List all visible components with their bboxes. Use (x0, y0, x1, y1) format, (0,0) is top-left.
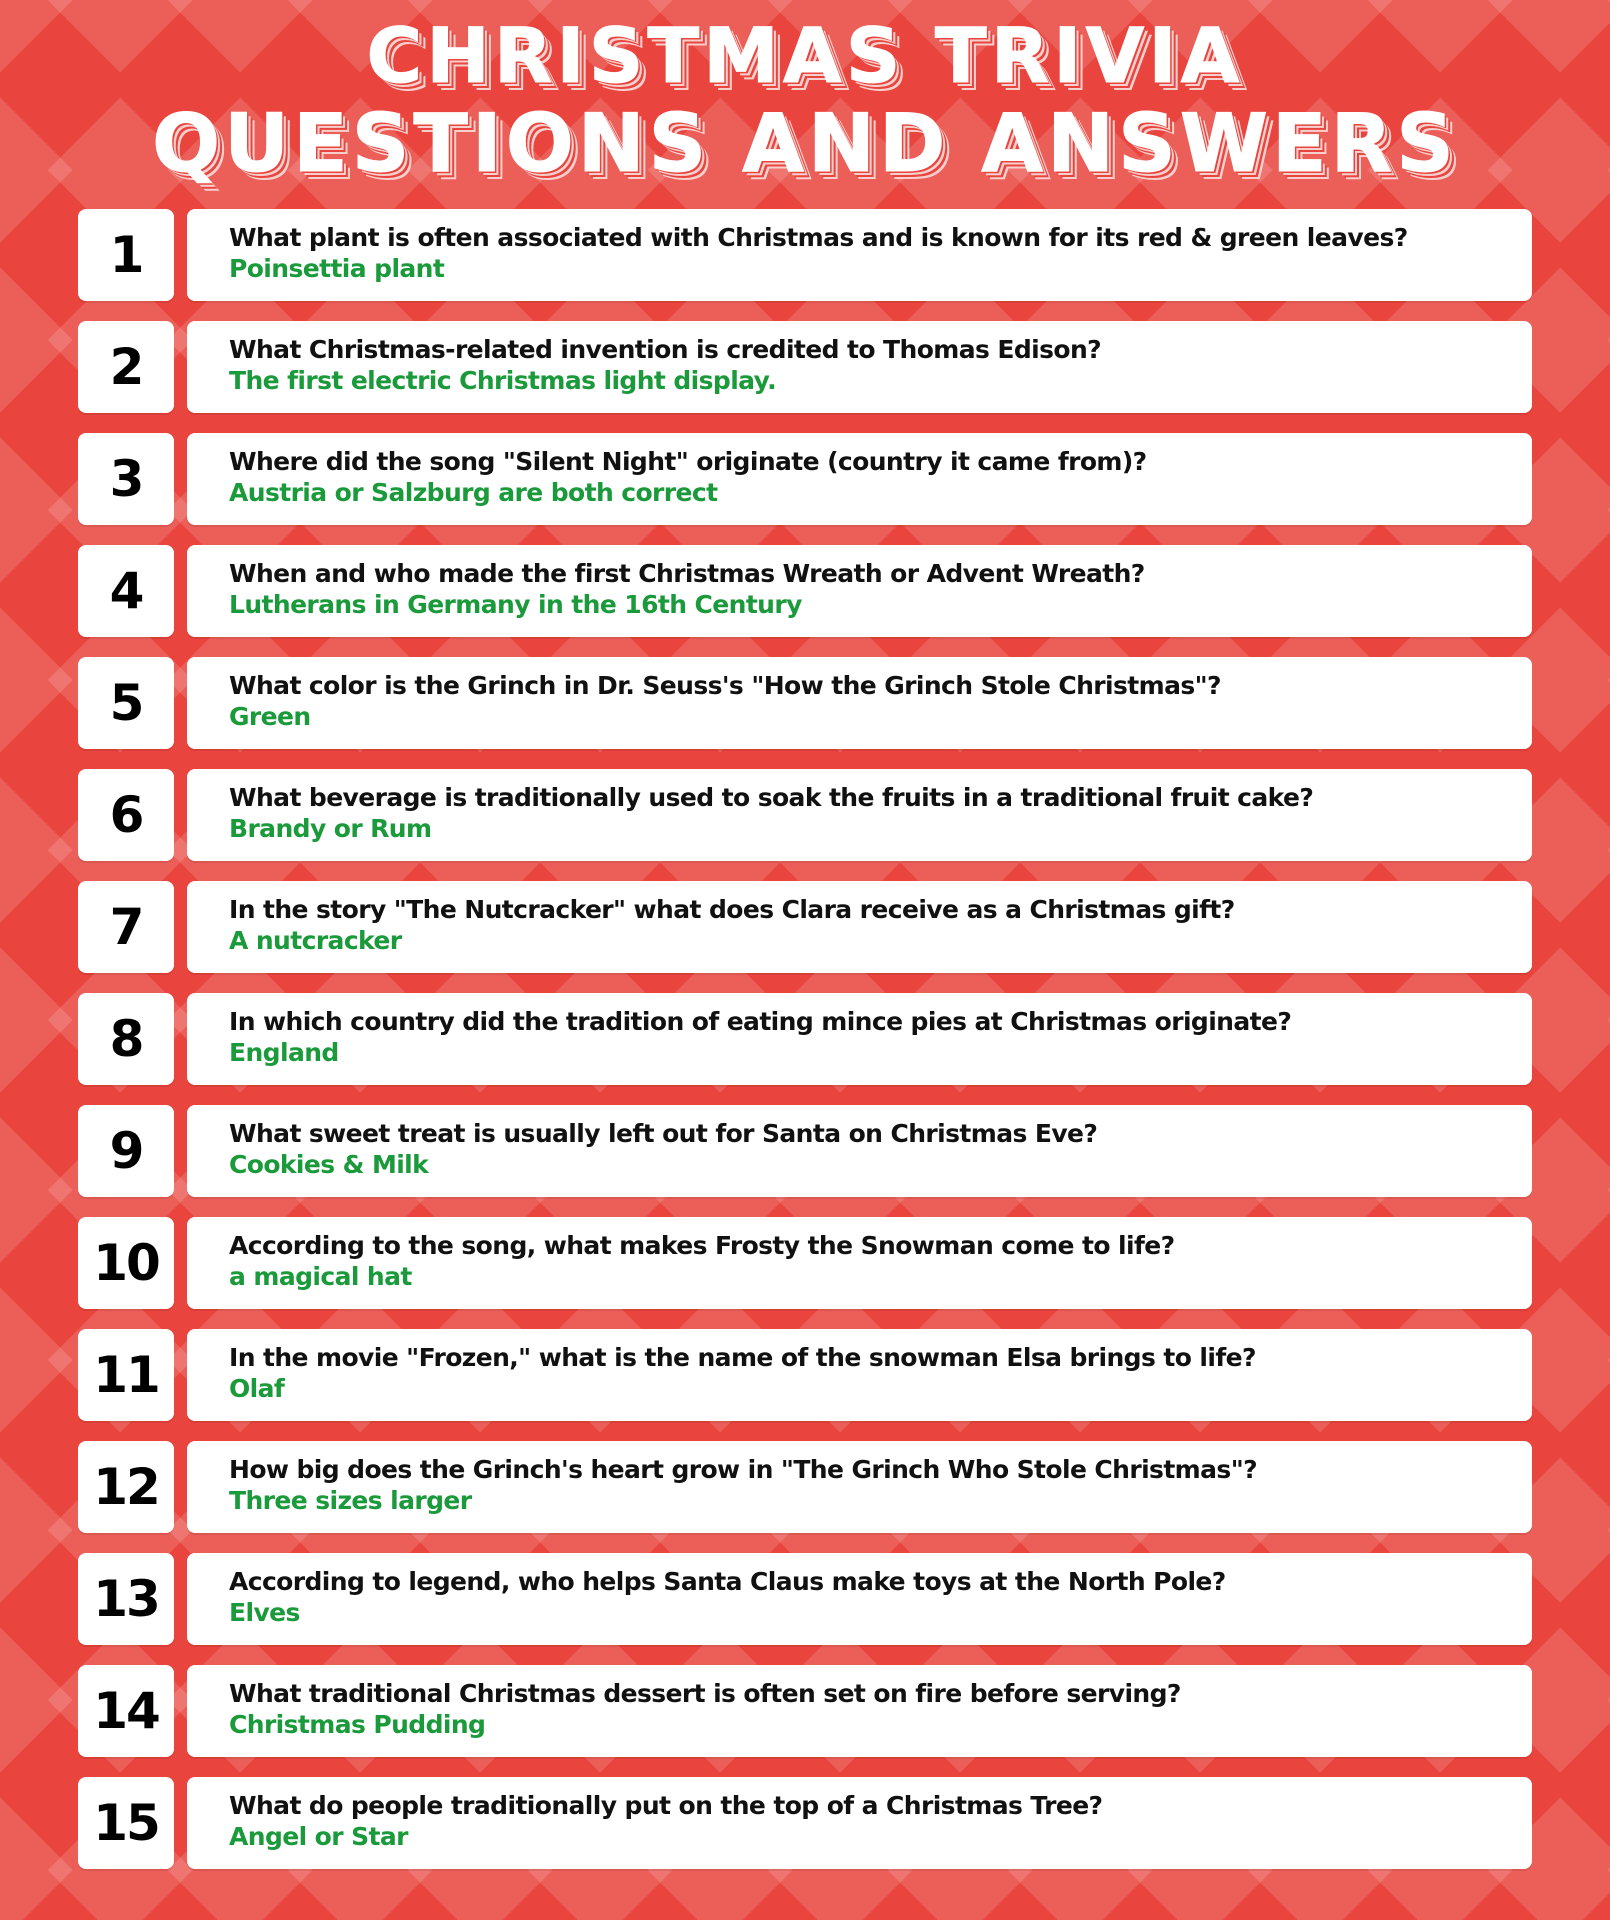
qa-card (187, 1553, 1532, 1645)
item-number: 2 (109, 338, 143, 396)
question-text: What traditional Christmas dessert is often set on fire before serving? (229, 1679, 1181, 1708)
answer-text: England (229, 1038, 339, 1067)
qa-card (187, 1665, 1532, 1757)
trivia-row (78, 1777, 1532, 1869)
question-text: When and who made the first Christmas Wreath or Advent Wreath? (229, 559, 1145, 588)
question-text: What Christmas-related invention is credited to Thomas Edison? (229, 335, 1102, 364)
item-number: 12 (93, 1458, 159, 1516)
number-card (78, 1777, 174, 1869)
trivia-row (78, 433, 1532, 525)
question-text: How big does the Grinch's heart grow in "The Grinch Who Stole Christmas"? (229, 1455, 1258, 1484)
item-number: 10 (93, 1234, 159, 1292)
trivia-row (78, 209, 1532, 301)
answer-text: The first electric Christmas light display. (229, 366, 776, 395)
trivia-row (78, 769, 1532, 861)
trivia-row (78, 1553, 1532, 1645)
trivia-list (78, 209, 1532, 1889)
title-line-1: CHRISTMAS TRIVIA (366, 11, 1244, 100)
question-text: In the movie "Frozen," what is the name of the snowman Elsa brings to life? (229, 1343, 1256, 1372)
number-card (78, 1441, 174, 1533)
title-line-2: QUESTIONS AND ANSWERS (152, 97, 1458, 190)
question-text: What sweet treat is usually left out for Santa on Christmas Eve? (229, 1119, 1098, 1148)
number-card (78, 993, 174, 1085)
trivia-row (78, 881, 1532, 973)
qa-card (187, 993, 1532, 1085)
item-number: 6 (109, 786, 143, 844)
question-text: In which country did the tradition of eating mince pies at Christmas originate? (229, 1007, 1292, 1036)
trivia-row (78, 1217, 1532, 1309)
qa-card (187, 769, 1532, 861)
answer-text: A nutcracker (229, 926, 402, 955)
answer-text: Christmas Pudding (229, 1710, 486, 1739)
question-text: Where did the song "Silent Night" originate (country it came from)? (229, 447, 1147, 476)
qa-card (187, 545, 1532, 637)
number-card (78, 433, 174, 525)
number-card (78, 209, 174, 301)
question-text: What do people traditionally put on the top of a Christmas Tree? (229, 1791, 1103, 1820)
answer-text: Austria or Salzburg are both correct (229, 478, 718, 507)
answer-text: Green (229, 702, 311, 731)
item-number: 1 (109, 226, 143, 284)
qa-card (187, 321, 1532, 413)
qa-card (187, 1777, 1532, 1869)
item-number: 3 (109, 450, 143, 508)
answer-text: Elves (229, 1598, 300, 1627)
trivia-row (78, 1105, 1532, 1197)
item-number: 8 (109, 1010, 143, 1068)
qa-card (187, 1105, 1532, 1197)
number-card (78, 1553, 174, 1645)
qa-card (187, 657, 1532, 749)
item-number: 14 (93, 1682, 159, 1740)
item-number: 13 (93, 1570, 159, 1628)
answer-text: Lutherans in Germany in the 16th Century (229, 590, 802, 619)
item-number: 4 (109, 562, 143, 620)
question-text: What beverage is traditionally used to soak the fruits in a traditional fruit cake? (229, 783, 1314, 812)
number-card (78, 321, 174, 413)
answer-text: Olaf (229, 1374, 285, 1403)
answer-text: Three sizes larger (229, 1486, 472, 1515)
question-text: What plant is often associated with Christmas and is known for its red & green leaves? (229, 223, 1408, 252)
question-text: According to the song, what makes Frosty the Snowman come to life? (229, 1231, 1175, 1260)
item-number: 5 (109, 674, 143, 732)
item-number: 15 (93, 1794, 159, 1852)
question-text: What color is the Grinch in Dr. Seuss's "How the Grinch Stole Christmas"? (229, 671, 1221, 700)
number-card (78, 1217, 174, 1309)
qa-card (187, 1329, 1532, 1421)
number-card (78, 769, 174, 861)
qa-card (187, 1441, 1532, 1533)
number-card (78, 1665, 174, 1757)
trivia-row (78, 545, 1532, 637)
item-number: 7 (109, 898, 143, 956)
item-number: 11 (93, 1346, 159, 1404)
qa-card (187, 209, 1532, 301)
number-card (78, 545, 174, 637)
trivia-row (78, 321, 1532, 413)
item-number: 9 (109, 1122, 143, 1180)
qa-card (187, 881, 1532, 973)
number-card (78, 1105, 174, 1197)
number-card (78, 1329, 174, 1421)
number-card (78, 657, 174, 749)
trivia-row (78, 657, 1532, 749)
answer-text: Cookies & Milk (229, 1150, 429, 1179)
answer-text: Poinsettia plant (229, 254, 445, 283)
question-text: According to legend, who helps Santa Claus make toys at the North Pole? (229, 1567, 1226, 1596)
answer-text: Angel or Star (229, 1822, 408, 1851)
qa-card (187, 433, 1532, 525)
trivia-row (78, 1441, 1532, 1533)
answer-text: a magical hat (229, 1262, 412, 1291)
trivia-row (78, 993, 1532, 1085)
number-card (78, 881, 174, 973)
trivia-row (78, 1329, 1532, 1421)
answer-text: Brandy or Rum (229, 814, 432, 843)
trivia-row (78, 1665, 1532, 1757)
qa-card (187, 1217, 1532, 1309)
question-text: In the story "The Nutcracker" what does Clara receive as a Christmas gift? (229, 895, 1235, 924)
page-title (0, 11, 1610, 190)
